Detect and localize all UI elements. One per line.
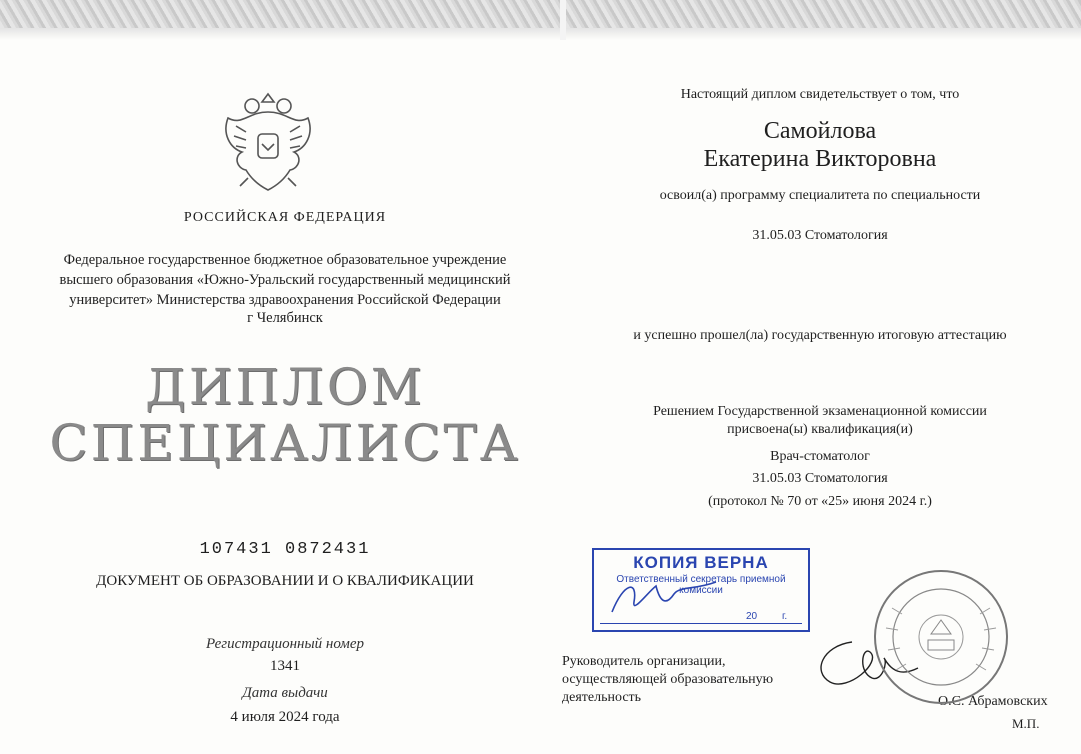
registration-label: Регистрационный номер: [205, 636, 364, 652]
stamp-year-suffix: г.: [782, 611, 788, 622]
serial-number: 107431 0872431: [199, 540, 371, 559]
stamp-date-line: [600, 622, 802, 624]
issue-date: 4 июля 2024 года: [230, 709, 340, 725]
country-name: РОССИЙСКАЯ ФЕДЕРАЦИЯ: [183, 210, 387, 225]
stamp-line1: Ответственный секретарь приемной: [616, 574, 786, 585]
diploma-title-line1: ДИПЛОМ: [145, 358, 425, 416]
stamp-title: КОПИЯ ВЕРНА: [633, 553, 769, 572]
diploma-title-line2: СПЕЦИАЛИСТА: [49, 414, 521, 472]
center-fold: [560, 0, 566, 40]
institution-name: [40, 250, 530, 310]
decorative-top-band: [0, 0, 1081, 40]
head-title-line: Руководитель организации,: [562, 654, 726, 669]
head-title-line: деятельность: [562, 690, 642, 705]
head-title: [562, 653, 773, 707]
copy-certified-stamp: [592, 548, 810, 632]
city: г Челябинск: [247, 310, 323, 326]
attestation-text: и успешно прошел(ла) государственную итоговую аттестацию: [633, 328, 1007, 343]
decision-line2: присвоена(ы) квалификация(и): [727, 422, 913, 437]
graduate-given-names: Екатерина Викторовна: [703, 146, 937, 172]
seal-place: М.П.: [1012, 716, 1040, 731]
stamp-line2: комиссии: [679, 585, 723, 596]
specialty: 31.05.03 Стоматология: [752, 228, 888, 243]
institution-line: университет» Министерства здравоохранения Российской Федерации: [69, 292, 501, 308]
coat-of-arms-icon: [208, 82, 328, 202]
decision-line1: Решением Государственной экзаменационной комиссии: [653, 404, 987, 419]
qualification: Врач-стоматолог: [770, 449, 870, 464]
stamp-date-tail: 20: [746, 611, 758, 622]
protocol: (протокол № 70 от «25» июня 2024 г.): [708, 494, 932, 509]
head-title-line: осуществляющей образовательную: [562, 672, 774, 687]
qualification-specialty: 31.05.03 Стоматология: [752, 471, 888, 486]
institution-line: Федеральное государственное бюджетное образовательное учреждение: [63, 252, 507, 268]
institution-line: высшего образования «Южно-Уральский государственный медицинский: [59, 272, 511, 288]
head-name: О.С. Абрамовских: [938, 694, 1048, 709]
secretary-signature-icon: [604, 572, 724, 622]
graduate-surname: Самойлова: [763, 118, 877, 144]
official-seal-icon: [872, 568, 1010, 706]
intro-text: Настоящий диплом свидетельствует о том, что: [680, 87, 960, 102]
issue-date-label: Дата выдачи: [242, 685, 328, 701]
program-text: освоил(а) программу специалитета по специальности: [659, 188, 981, 203]
registration-number: 1341: [270, 658, 300, 674]
document-type: ДОКУМЕНТ ОБ ОБРАЗОВАНИИ И О КВАЛИФИКАЦИИ: [96, 573, 474, 589]
